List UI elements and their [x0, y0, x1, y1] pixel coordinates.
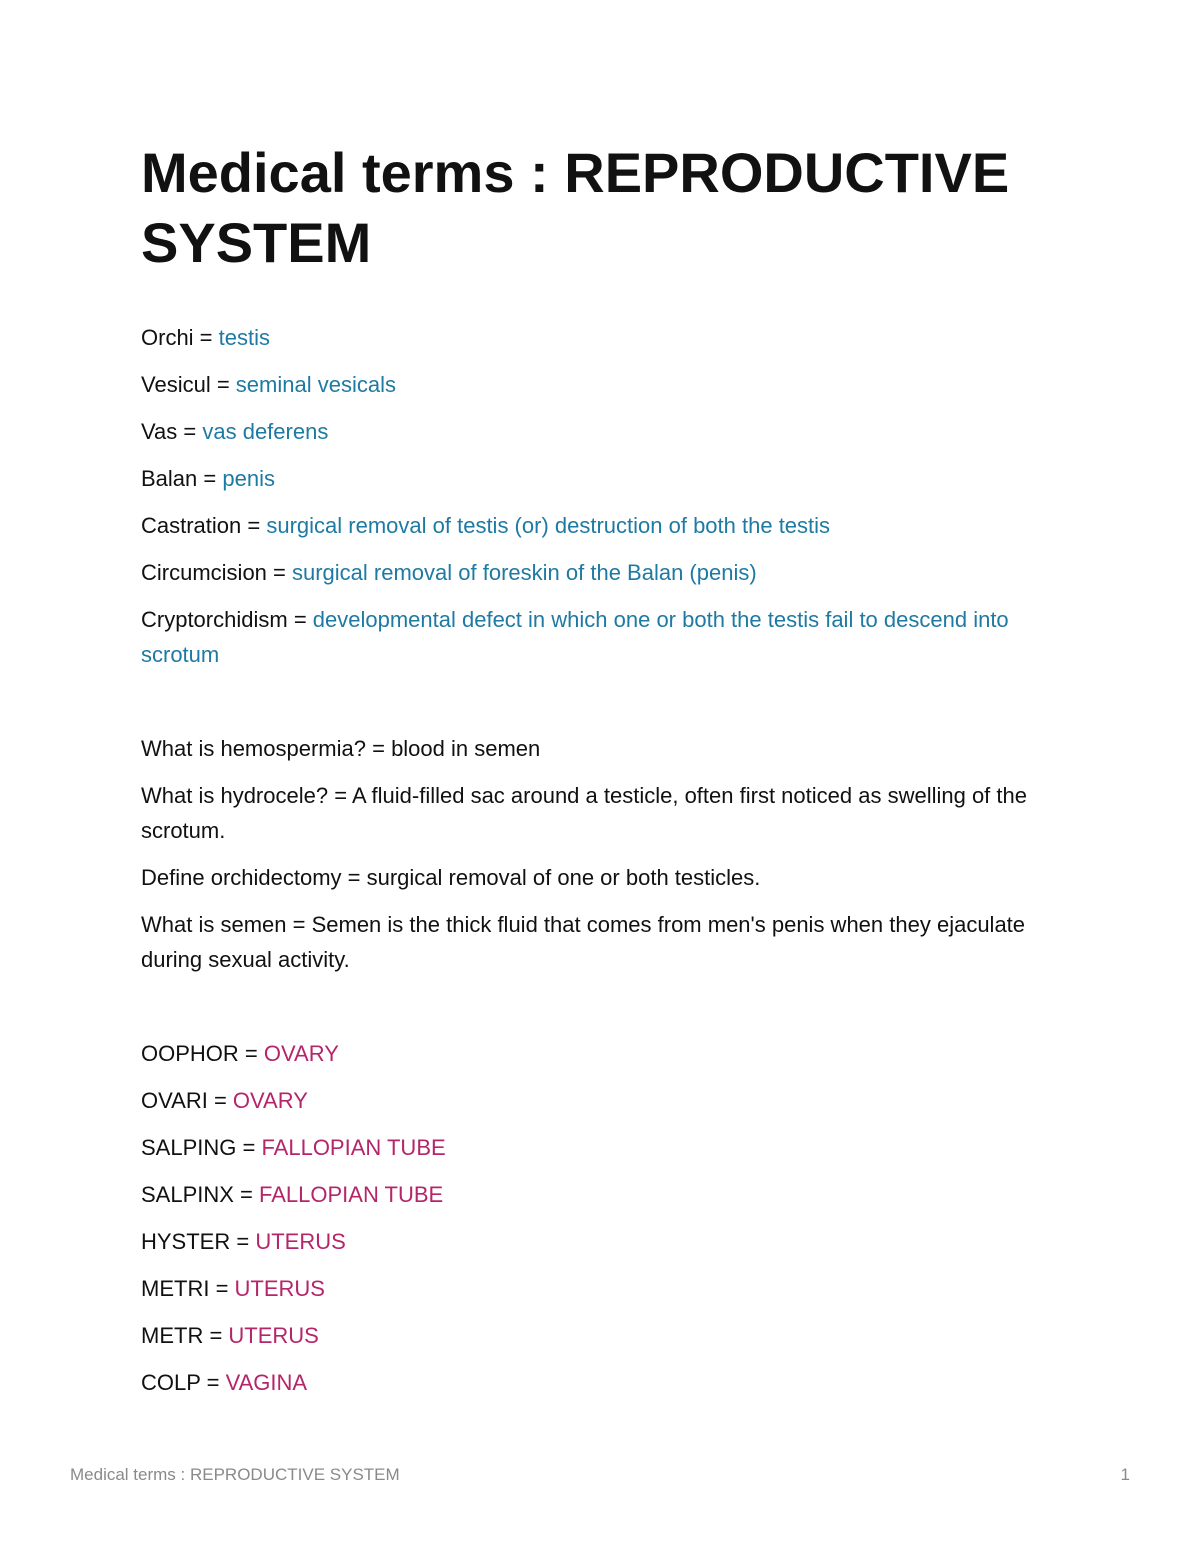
term-name: Cryptorchidism — [141, 607, 288, 632]
term-definition: UTERUS — [228, 1323, 319, 1348]
term-row: Vas = vas deferens — [141, 419, 329, 444]
page-footer — [70, 1465, 1130, 1485]
question-text: What is hydrocele? — [141, 783, 329, 808]
term-name: Vesicul — [141, 372, 211, 397]
male-terms-list — [141, 320, 1061, 672]
term-name: METR — [141, 1323, 204, 1348]
term-name: Balan — [141, 466, 198, 491]
question-row: What is hemospermia? = blood in semen — [141, 736, 541, 761]
document-page — [141, 138, 1061, 1412]
question-row: What is hydrocele? = A fluid-filled sac around a testicle, often first noticed as swelling of the scrotum. — [141, 783, 1027, 843]
term-row: Circumcision = surgical removal of foreskin of the Balan (penis) — [141, 560, 757, 585]
term-definition: FALLOPIAN TUBE — [259, 1182, 444, 1207]
answer-text: A fluid-filled sac around a testicle, often first noticed as swelling of the scrotum. — [141, 783, 1027, 843]
term-row: Cryptorchidism = developmental defect in which one or both the testis fail to descend into scrotum — [141, 607, 1009, 667]
page-number: 1 — [1120, 1465, 1130, 1484]
term-definition: surgical removal of testis (or) destruction of both the testis — [266, 513, 831, 538]
term-definition: testis — [218, 325, 270, 350]
term-definition: penis — [222, 466, 275, 491]
term-name: METRI — [141, 1276, 210, 1301]
term-row: Castration = surgical removal of testis (or) destruction of both the testis — [141, 513, 831, 538]
term-row: Vesicul = seminal vesicals — [141, 372, 396, 397]
answer-text: blood in semen — [391, 736, 541, 761]
term-definition: VAGINA — [225, 1370, 308, 1395]
term-name: SALPING — [141, 1135, 237, 1160]
term-definition: FALLOPIAN TUBE — [261, 1135, 446, 1160]
term-row: COLP = VAGINA — [141, 1370, 308, 1395]
question-text: Define orchidectomy — [141, 865, 342, 890]
term-name: SALPINX — [141, 1182, 234, 1207]
term-name: OOPHOR — [141, 1041, 239, 1066]
question-row: Define orchidectomy = surgical removal of one or both testicles. — [141, 865, 761, 890]
term-name: COLP — [141, 1370, 201, 1395]
term-row: METR = UTERUS — [141, 1323, 319, 1348]
term-name: HYSTER — [141, 1229, 231, 1254]
question-text: What is hemospermia? — [141, 736, 366, 761]
term-definition: OVARY — [263, 1041, 339, 1066]
term-name: Castration — [141, 513, 242, 538]
term-row: Balan = penis — [141, 466, 275, 491]
term-definition: vas deferens — [202, 419, 329, 444]
term-definition: UTERUS — [255, 1229, 346, 1254]
spacer — [141, 989, 1061, 1036]
term-name: OVARI — [141, 1088, 208, 1113]
term-definition: surgical removal of foreskin of the Balan (penis) — [292, 560, 757, 585]
answer-text: surgical removal of one or both testicles. — [366, 865, 761, 890]
answer-text: Semen is the thick fluid that comes from men's penis when they ejaculate during sexual activity. — [141, 912, 1026, 972]
questions-list — [141, 731, 1061, 977]
term-row: OVARI = OVARY — [141, 1088, 308, 1113]
term-row: SALPINX = FALLOPIAN TUBE — [141, 1182, 444, 1207]
term-name: Orchi — [141, 325, 194, 350]
page-title: Medical terms : REPRODUCTIVE SYSTEM — [141, 141, 1010, 274]
term-row: SALPING = FALLOPIAN TUBE — [141, 1135, 446, 1160]
question-text: What is semen — [141, 912, 287, 937]
question-row: What is semen = Semen is the thick fluid that comes from men's penis when they ejaculate during sexual activity. — [141, 912, 1026, 972]
term-row: OOPHOR = OVARY — [141, 1041, 339, 1066]
term-definition: UTERUS — [234, 1276, 325, 1301]
female-terms-list — [141, 1036, 1061, 1400]
footer-title: Medical terms : REPRODUCTIVE SYSTEM — [70, 1465, 400, 1484]
term-definition: OVARY — [232, 1088, 308, 1113]
term-name: Circumcision — [141, 560, 267, 585]
term-definition: seminal vesicals — [235, 372, 396, 397]
term-name: Vas — [141, 419, 178, 444]
spacer — [141, 684, 1061, 731]
term-definition: developmental defect in which one or both the testis fail to descend into scrotum — [141, 607, 1009, 667]
term-row: Orchi = testis — [141, 325, 270, 350]
term-row: HYSTER = UTERUS — [141, 1229, 346, 1254]
term-row: METRI = UTERUS — [141, 1276, 325, 1301]
